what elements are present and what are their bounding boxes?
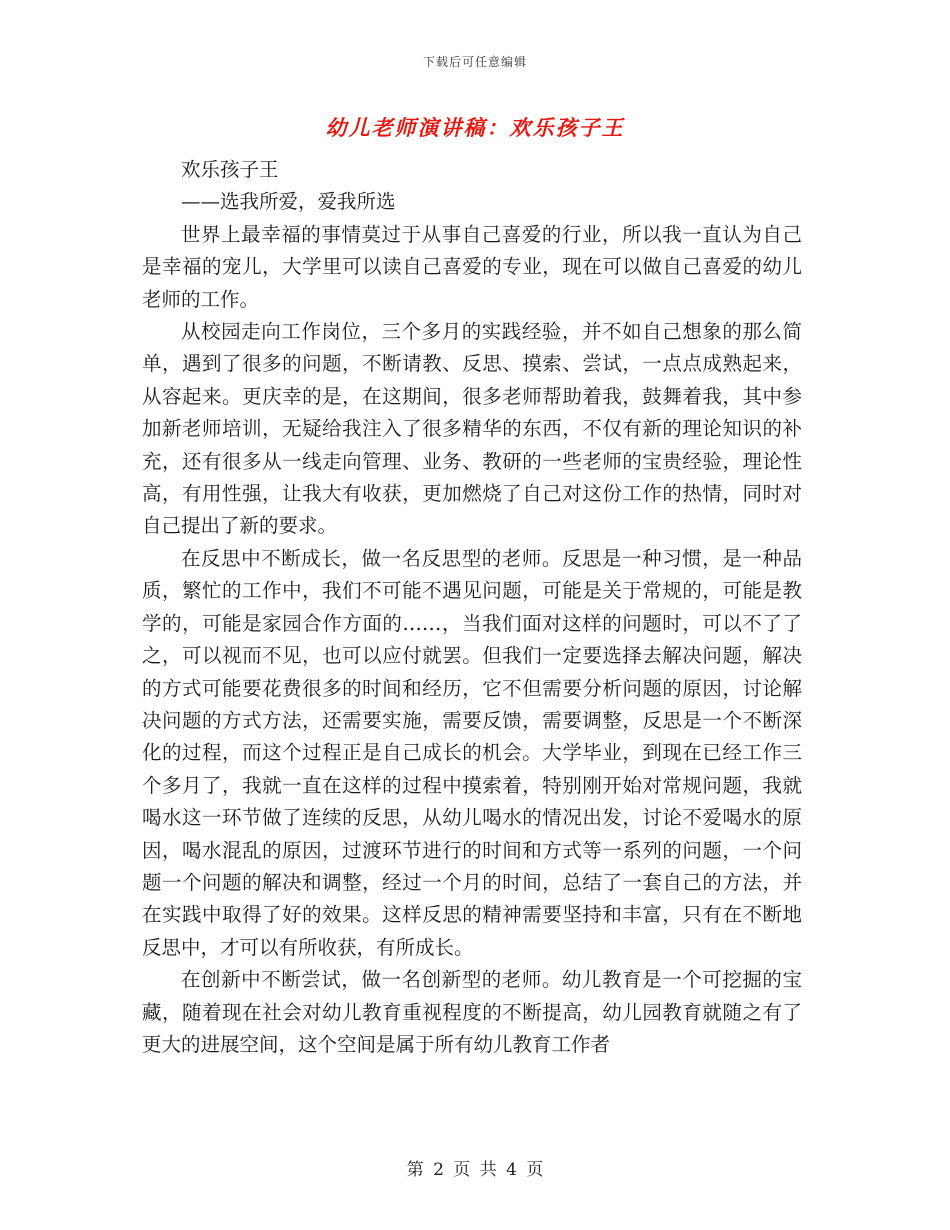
document-title: 幼儿老师演讲稿：欢乐孩子王: [325, 115, 625, 140]
paragraph: 在创新中不断尝试，做一名创新型的老师。幼儿教育是一个可挖掘的宝藏，随着现在社会对幼儿教育重视程度的不断提高，幼儿园教育就随之有了更大的进展空间，这个空间是属于所有幼儿教育工作者: [142, 968, 802, 1056]
paragraph: 在反思中不断成长，做一名反思型的老师。反思是一种习惯，是一种品质，繁忙的工作中，我们不可能不遇见问题，可能是关于常规的，可能是教学的，可能是家园合作方面的……，当我们面对这样的问题时，可以不了了之，可以视而不见，也可以应付就罢。但我们一定要选择去解决问题，解决的方式可能要花费很多的时间和经历，它不但需要分析问题的原因，讨论解决问题的方式方法，还需要实施，需要反馈，需要调整，反思是一个不断深化的过程，而这个过程正是自己成长的机会。大学毕业，到现在已经工作三个多月了，我就一直在这样的过程中摸索着，特别刚开始对常规问题，我就喝水这一环节做了连续的反思，从幼儿喝水的情况出发，讨论不爱喝水的原因，喝水混乱的原因，过渡环节进行的时间和方式等一系列的问题，一个问题一个问题的解决和调整，经过一个月的时间，总结了一套自己的方法，并在实践中取得了好的效果。这样反思的精神需要坚持和丰富，只有在不断地反思中，才可以有所收获，有所成长。: [142, 546, 802, 959]
paragraph-subtitle: 欢乐孩子王: [181, 158, 279, 181]
paragraph: 世界上最幸福的事情莫过于从事自己喜爱的行业，所以我一直认为自己是幸福的宠儿，大学里可以读自己喜爱的专业，现在可以做自己喜爱的幼儿老师的工作。: [142, 222, 802, 311]
header-note: 下载后可任意编辑: [422, 55, 527, 69]
document-body: [142, 154, 802, 1061]
page-number-footer: 第 2 页 共 4 页: [406, 1160, 544, 1180]
paragraph: 从校园走向工作岗位，三个多月的实践经验，并不如自己想象的那么简单，遇到了很多的问题，不断请教、反思、摸索、尝试，一点点成熟起来，从容起来。更庆幸的是，在这期间，很多老师帮助着我，鼓舞着我，其中参加新老师培训，无疑给我注入了很多精华的东西，不仅有新的理论知识的补充，还有很多从一线走向管理、业务、教研的一些老师的宝贵经验，理论性高，有用性强，让我大有收获，更加燃烧了自己对这份工作的热情，同时对自己提出了新的要求。: [142, 320, 802, 538]
paragraph-motto: ——选我所爱，爱我所选: [181, 190, 396, 214]
